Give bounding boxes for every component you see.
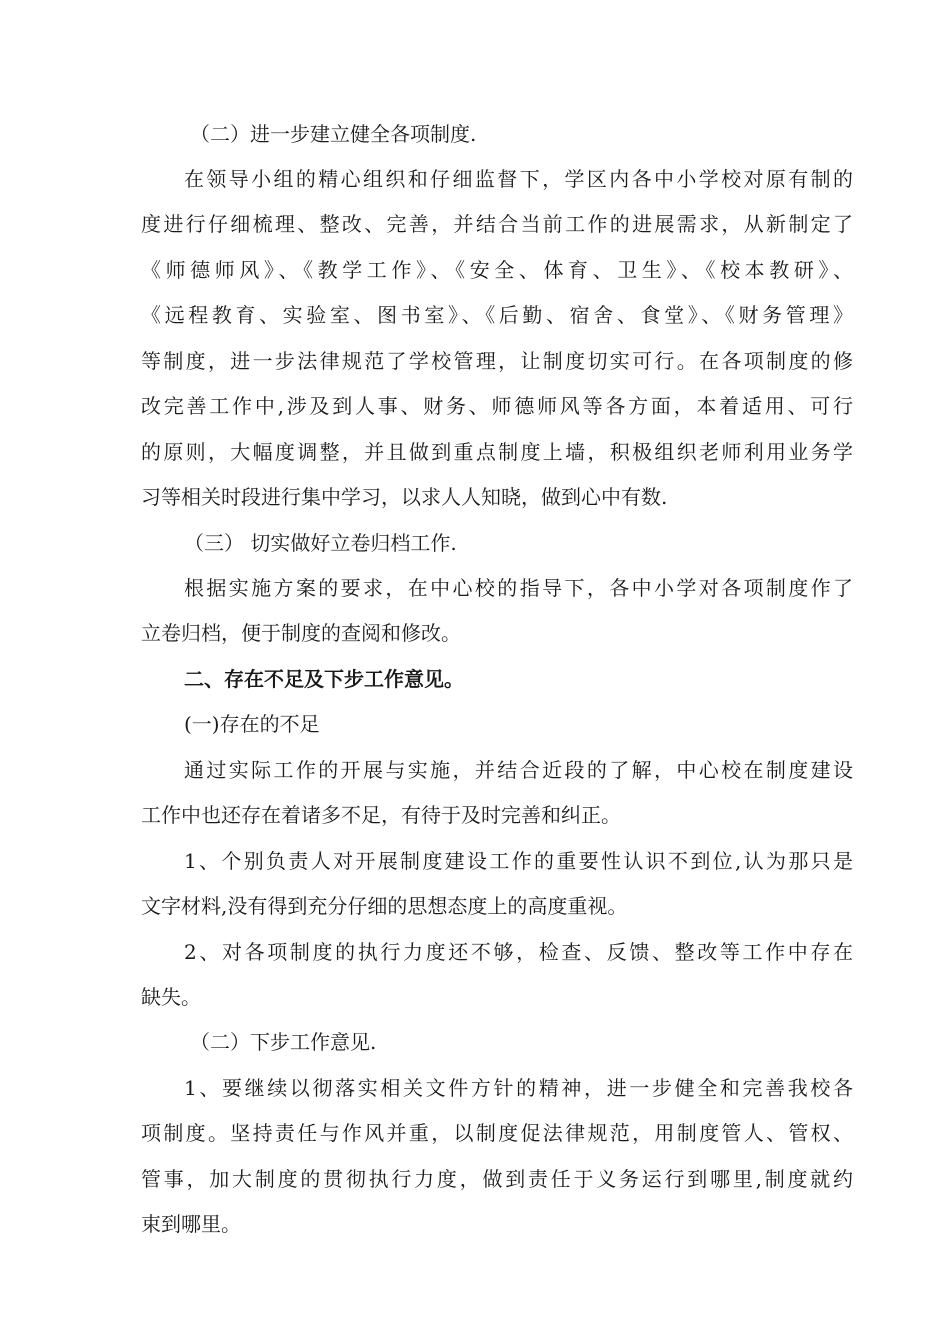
paragraph-line: 1、要继续以彻落实相关文件方针的精神，进一步健全和完善我校各 — [184, 1076, 853, 1100]
section-heading: (一)存在的不足 — [184, 712, 320, 736]
paragraph-line: 工作中也还存在着诸多不足，有待于及时完善和纠正。 — [141, 803, 621, 827]
paragraph-line: 《远程教育、实验室、图书室》、《后勤、宿舍、食堂》、《财务管理》 — [141, 303, 853, 327]
paragraph-line: 改完善工作中,涉及到人事、财务、师德师风等各方面，本着适用、可行 — [141, 394, 853, 418]
section-heading: （二）进一步建立健全各项制度. — [190, 122, 477, 146]
paragraph-line: 根据实施方案的要求，在中心校的指导下，各中小学对各项制度作了 — [184, 576, 853, 600]
section-heading: （二）下步工作意见. — [190, 1030, 377, 1054]
paragraph-line: 在领导小组的精心组织和仔细监督下，学区内各中小学校对原有制的 — [184, 167, 853, 191]
paragraph-line: 缺失。 — [141, 985, 201, 1009]
paragraph-line: 束到哪里。 — [141, 1212, 241, 1236]
paragraph-line: 《师德师风》、《教学工作》、《安全、体育、卫生》、《校本教研》、 — [141, 258, 853, 282]
paragraph-line: 的原则，大幅度调整，并且做到重点制度上墙，积极组织老师利用业务学 — [141, 440, 853, 464]
section-heading: （三） 切实做好立卷归档工作. — [184, 531, 457, 555]
main-heading: 二、存在不足及下步工作意见。 — [184, 667, 464, 691]
paragraph-line: 管事，加大制度的贯彻执行力度，做到责任于义务运行到哪里,制度就约 — [141, 1167, 853, 1191]
paragraph-line: 等制度，进一步法律规范了学校管理，让制度切实可行。在各项制度的修 — [141, 349, 853, 373]
paragraph-line: 立卷归档，便于制度的查阅和修改。 — [141, 621, 461, 645]
paragraph-line: 习等相关时段进行集中学习，以求人人知晓，做到心中有数. — [141, 485, 668, 509]
paragraph-line: 2、对各项制度的执行力度还不够，检查、反馈、整改等工作中存在 — [184, 940, 853, 964]
paragraph-line: 1、个别负责人对开展制度建设工作的重要性认识不到位,认为那只是 — [184, 849, 853, 873]
paragraph-line: 项制度。坚持责任与作风并重，以制度促法律规范，用制度管人、管权、 — [141, 1121, 853, 1145]
paragraph-line: 度进行仔细梳理、整改、完善，并结合当前工作的进展需求，从新制定了 — [141, 212, 853, 236]
paragraph-line: 通过实际工作的开展与实施，并结合近段的了解，中心校在制度建设 — [184, 758, 853, 782]
paragraph-line: 文字材料,没有得到充分仔细的思想态度上的高度重视。 — [141, 894, 628, 918]
